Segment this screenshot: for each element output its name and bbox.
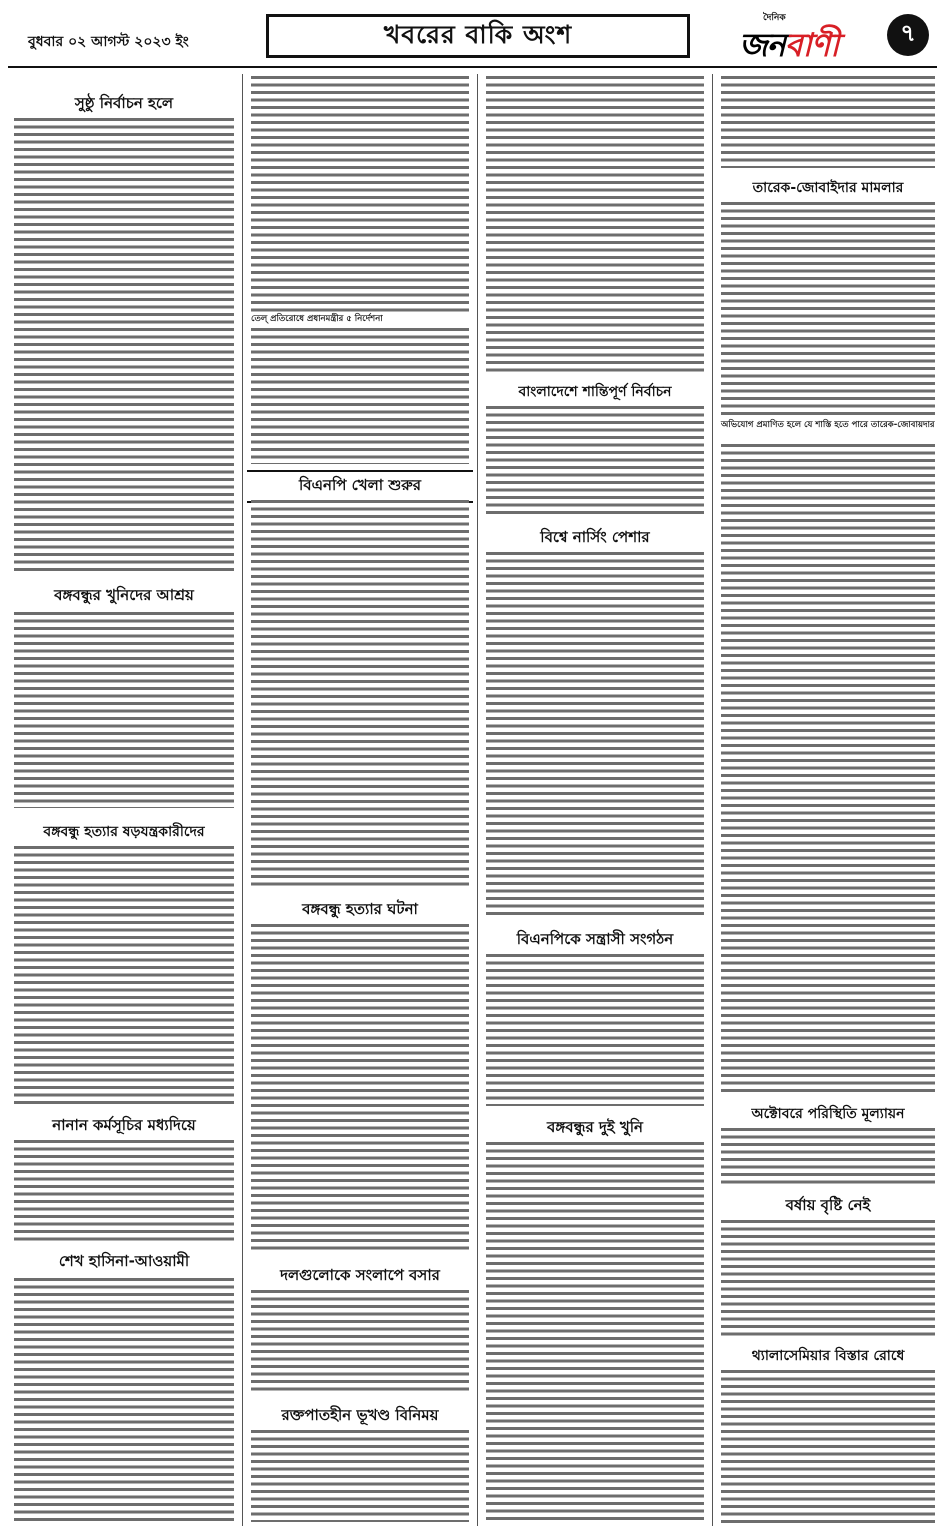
header-rule — [8, 66, 937, 68]
column-2 — [247, 72, 473, 1527]
logo-prefix: দৈনিক — [763, 13, 786, 23]
column-3 — [482, 72, 708, 1527]
headline: থ্যালাসেমিয়ার বিস্তার রোধে — [717, 1344, 939, 1368]
article-body — [251, 924, 469, 1254]
article-body — [14, 1140, 234, 1242]
page-number-badge: ৭ — [887, 14, 929, 56]
logo-part-2: বাণী — [784, 26, 839, 64]
article-body — [251, 1430, 469, 1522]
headline: বিশ্বে নার্সিং পেশার — [482, 526, 708, 551]
article-body — [251, 76, 469, 312]
article-body — [251, 328, 469, 464]
article-body — [721, 444, 935, 1094]
article-body — [486, 76, 704, 372]
article-body — [251, 500, 469, 890]
article-body — [721, 1128, 935, 1184]
headline: বিএনপিকে সন্ত্রাসী সংগঠন — [482, 928, 708, 953]
column-divider — [712, 74, 713, 1526]
column-4 — [717, 72, 939, 1527]
headline: বঙ্গবন্ধুর দুই খুনি — [482, 1116, 708, 1141]
headline: সুষ্ঠু নির্বাচন হলে — [10, 92, 238, 117]
headline: বঙ্গবন্ধু হত্যার ষড়যন্ত্রকারীদের — [10, 820, 238, 844]
article-body — [486, 1142, 704, 1524]
masthead — [8, 8, 937, 64]
headline: নানান কর্মসূচির মধ্যদিয়ে — [10, 1114, 238, 1139]
article-body — [721, 1370, 935, 1524]
article-body — [721, 76, 935, 168]
logo-part-1: জন — [739, 26, 785, 64]
headline: রক্তপাতহীন ভূখণ্ড বিনিময় — [247, 1404, 473, 1429]
article-body — [721, 202, 935, 418]
column-divider — [477, 74, 478, 1526]
newspaper-logo — [733, 10, 883, 64]
headline: বাংলাদেশে শান্তিপূর্ণ নির্বাচন — [482, 380, 708, 404]
headline: বর্ষায় বৃষ্টি নেই — [717, 1194, 939, 1219]
subhead: তেল্ প্রতিরোধে প্রধানমন্ত্রীর ৫ নির্দেশনা — [251, 314, 469, 325]
section-banner: খবরের বাকি অংশ — [266, 14, 690, 58]
article-body — [721, 1220, 935, 1336]
article-body — [14, 846, 234, 1104]
headline: বিএনপি খেলা শুরুর — [247, 470, 473, 503]
headline: বঙ্গবন্ধু হত্যার ঘটনা — [247, 898, 473, 923]
article-body — [14, 612, 234, 808]
article-body — [14, 1278, 234, 1524]
subhead: অভিযোগ প্রমাণিত হলে যে শাস্তি হতে পারে তারেক-জোবায়দার — [721, 420, 935, 430]
article-body — [251, 1290, 469, 1394]
issue-date: বুধবার ০২ আগস্ট ২০২৩ ইং — [28, 34, 189, 50]
column-divider — [242, 74, 243, 1526]
article-body — [486, 954, 704, 1106]
article-body — [486, 552, 704, 918]
headline: দলগুলোকে সংলাপে বসার — [247, 1264, 473, 1289]
column-1 — [10, 72, 238, 1527]
headline: অক্টোবরে পরিস্থিতি মূল্যায়ন — [717, 1102, 939, 1126]
article-body — [486, 406, 704, 516]
headline: বঙ্গবন্ধুর খুনিদের আশ্রয় — [10, 584, 238, 609]
headline: শেখ হাসিনা-আওয়ামী — [10, 1250, 238, 1275]
headline: তারেক-জোবাইদার মামলার — [717, 176, 939, 200]
article-body — [14, 118, 234, 574]
